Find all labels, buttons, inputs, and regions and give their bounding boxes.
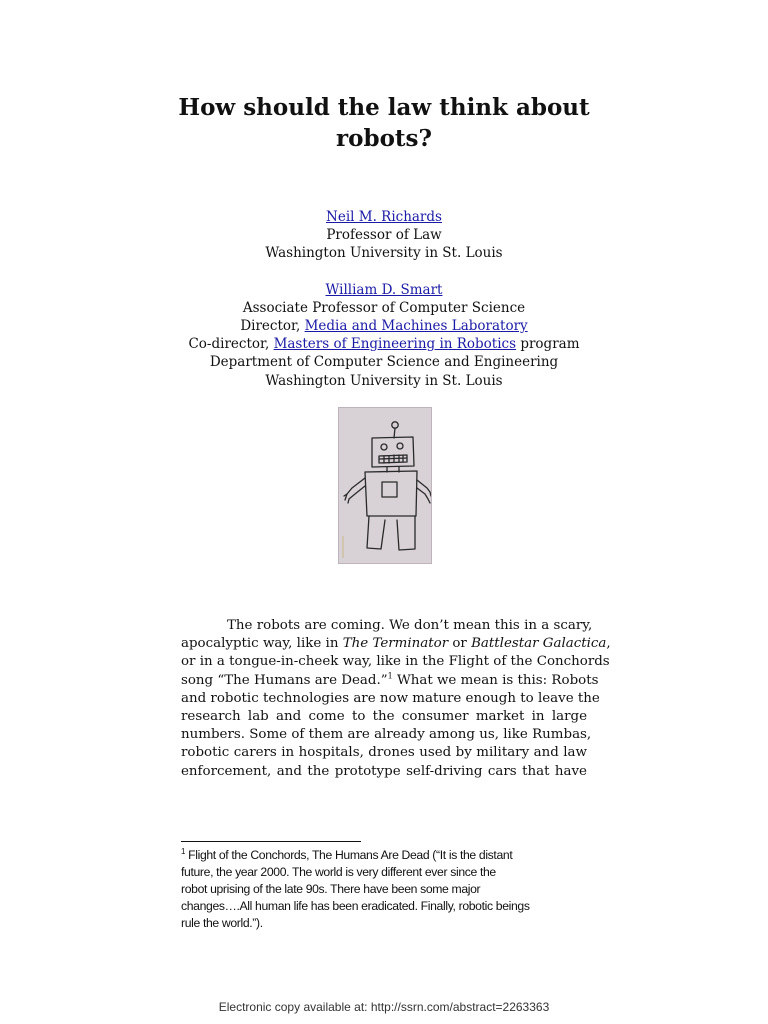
body-line: research lab and come to the consumer market in large xyxy=(181,709,587,725)
director-prefix: Director, xyxy=(240,318,305,335)
body-line: apocalyptic way, like in The Terminator or Battlestar Galactica, xyxy=(181,636,611,652)
author-block xyxy=(120,208,648,390)
footnote-line: rule the world.”). xyxy=(181,916,263,930)
author-2-director-line xyxy=(120,317,648,335)
battlestar-title: Battlestar Galactica xyxy=(471,636,607,652)
robot-drawing-image xyxy=(338,407,432,564)
footnote-line: future, the year 2000. The world is very different ever since the xyxy=(181,865,496,879)
body-line: robotic carers in hospitals, drones used by military and law xyxy=(181,745,587,761)
author-2-codirector-line xyxy=(120,335,648,353)
body-line: The robots are coming. We don’t mean this in a scary, xyxy=(227,618,593,633)
body-line: numbers. Some of them are already among us, like Rumbas, xyxy=(181,727,592,743)
body-line: song “The Humans are Dead.”$^1$ What we mean is this: Robots xyxy=(181,671,599,688)
media-machines-lab-link[interactable]: Media and Machines Laboratory xyxy=(304,318,528,335)
robot-drawing-icon xyxy=(339,408,431,563)
footnote-ref[interactable]: 1 xyxy=(387,671,393,681)
codirector-prefix: Co-director, xyxy=(188,336,274,353)
footnote-divider xyxy=(181,841,361,842)
footnote-line: changes….All human life has been eradicated. Finally, robotic beings xyxy=(181,899,530,913)
footnote-line: robot uprising of the late 90s. There have been some major xyxy=(181,882,481,896)
footnote xyxy=(181,847,581,932)
title-line-2: robots? xyxy=(336,125,432,152)
ssrn-footer: Electronic copy available at: http://ssrn.com/abstract=2263363 xyxy=(218,1000,550,1014)
footnote-line: $^1$ Flight of the Conchords, The Humans Are Dead (“It is the distant xyxy=(181,846,513,862)
codirector-suffix: program xyxy=(516,336,580,353)
paper-title xyxy=(150,92,618,154)
author-2-department: Department of Computer Science and Engineering xyxy=(209,354,559,371)
author-1-affiliation: Washington University in St. Louis xyxy=(265,245,503,262)
author-1-name-link[interactable]: Neil M. Richards xyxy=(326,209,442,225)
body-paragraph xyxy=(181,617,611,781)
body-line: and robotic technologies are now mature enough to leave the xyxy=(181,690,600,706)
author-2-affiliation: Washington University in St. Louis xyxy=(265,372,503,389)
terminator-title: The Terminator xyxy=(342,636,449,652)
body-line: enforcement, and the prototype self-driving cars that have xyxy=(181,763,587,779)
author-2-title: Associate Professor of Computer Science xyxy=(242,299,526,316)
meng-robotics-link[interactable]: Masters of Engineering in Robotics xyxy=(273,336,517,353)
author-1-title: Professor of Law xyxy=(326,227,442,244)
author-2-name-link[interactable]: William D. Smart xyxy=(325,281,443,298)
body-line: or in a tongue-in-cheek way, like in the Flight of the Conchords xyxy=(181,654,610,670)
title-line-1: How should the law think about xyxy=(178,94,590,121)
footnote-marker: 1 xyxy=(181,846,186,856)
